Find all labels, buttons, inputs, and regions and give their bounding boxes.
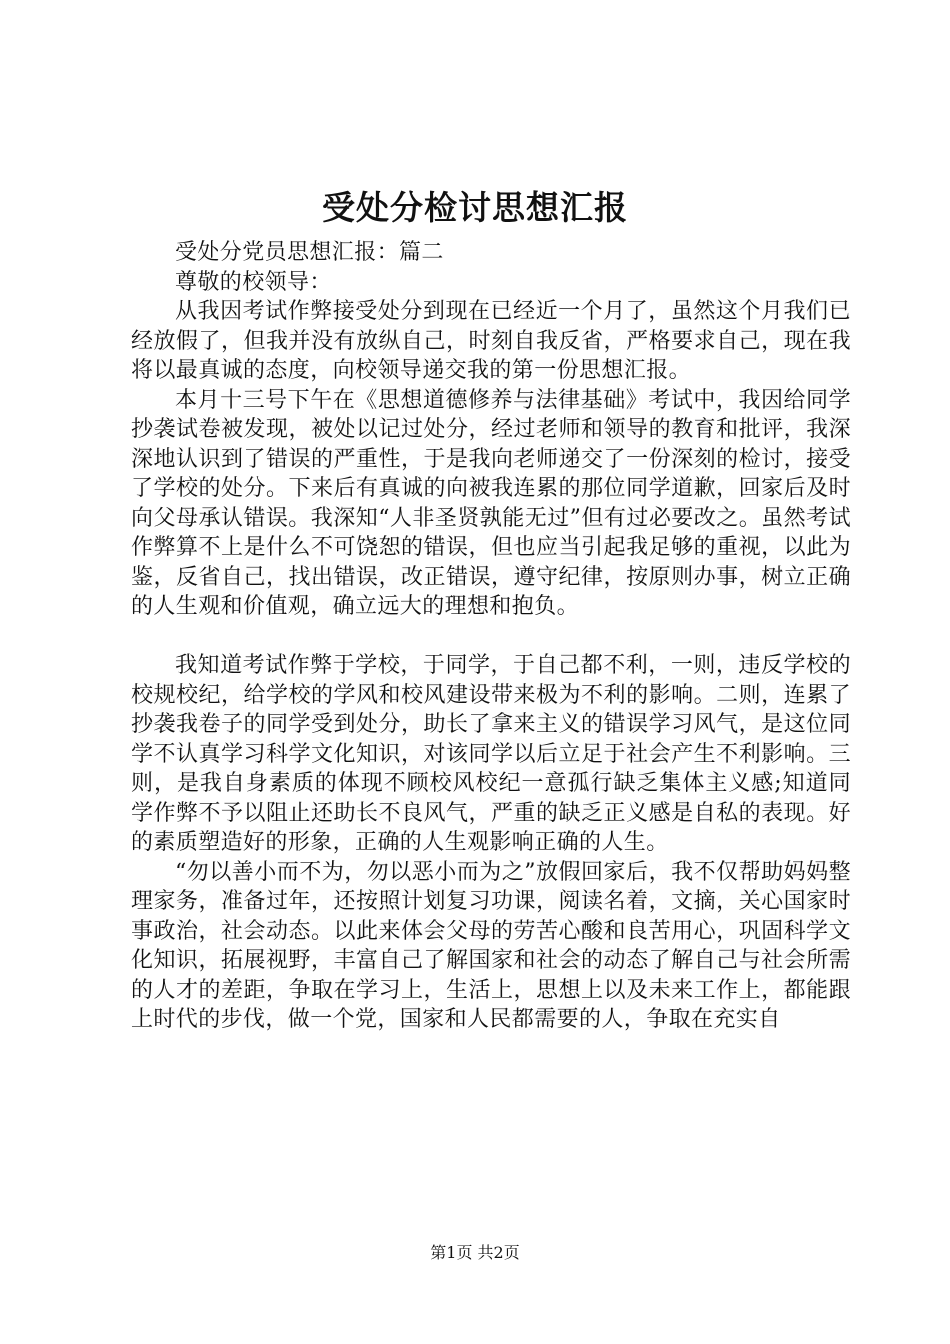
body-paragraph: 我知道考试作弊于学校，于同学，于自己都不利，一则，违反学校的校规校纪，给学校的学风和校风建设带来极为不利的影响。二则，连累了抄袭我卷子的同学受到处分，助长了拿来主义的错误学习风气，是这位同学不认真学习科学文化知识，对该同学以后立足于社会产生不利影响。三则，是我自身素质的体现不顾校风校纪一意孤行缺乏集体主义感;知道同学作弊不予以阻止还助长不良风气，严重的缺乏正义感是自私的表现。好的素质塑造好的形象，正确的人生观影响正确的人生。 — [131, 653, 851, 855]
body-paragraph: 从我因考试作弊接受处分到现在已经近一个月了，虽然这个月我们已经放假了，但我并没有放纵自己，时刻自我反省，严格要求自己，现在我将以最真诚的态度，向校领导递交我的第一份思想汇报。 — [131, 299, 851, 383]
page-number-footer: 第1页 共2页 — [430, 1243, 520, 1262]
document-body — [131, 238, 851, 1035]
subtitle-line: 受处分党员思想汇报：篇二 — [175, 240, 444, 265]
body-paragraph: 本月十三号下午在《思想道德修养与法律基础》考试中，我因给同学抄袭试卷被发现，被处以记过处分，经过老师和领导的教育和批评，我深深地认识到了错误的严重性，于是我向老师递交了一份深刻的检讨，接受了学校的处分。下来后有真诚的向被我连累的那位同学道歉，回家后及时向父母承认错误。我深知“人非圣贤孰能无过”但有过必要改之。虽然考试作弊算不上是什么不可饶恕的错误，但也应当引起我足够的重视，以此为鉴，反省自己，找出错误，改正错误，遵守纪律，按原则办事，树立正确的人生观和价值观，确立远大的理想和抱负。 — [131, 387, 851, 619]
document-title: 受处分检讨思想汇报 — [322, 188, 628, 227]
salutation: 尊敬的校领导： — [175, 269, 332, 295]
body-paragraph: “勿以善小而不为，勿以恶小而为之”放假回家后，我不仅帮助妈妈整理家务，准备过年，还按照计划复习功课，阅读名着，文摘，关心国家时事政治，社会动态。以此来体会父母的劳苦心酸和良苦用心，巩固科学文化知识，拓展视野，丰富自己了解国家和社会的动态了解自己与社会所需的人才的差距，争取在学习上，生活上，思想上以及未来工作上，都能跟上时代的步伐，做一个党，国家和人民都需要的人，争取在充实自 — [131, 859, 851, 1032]
